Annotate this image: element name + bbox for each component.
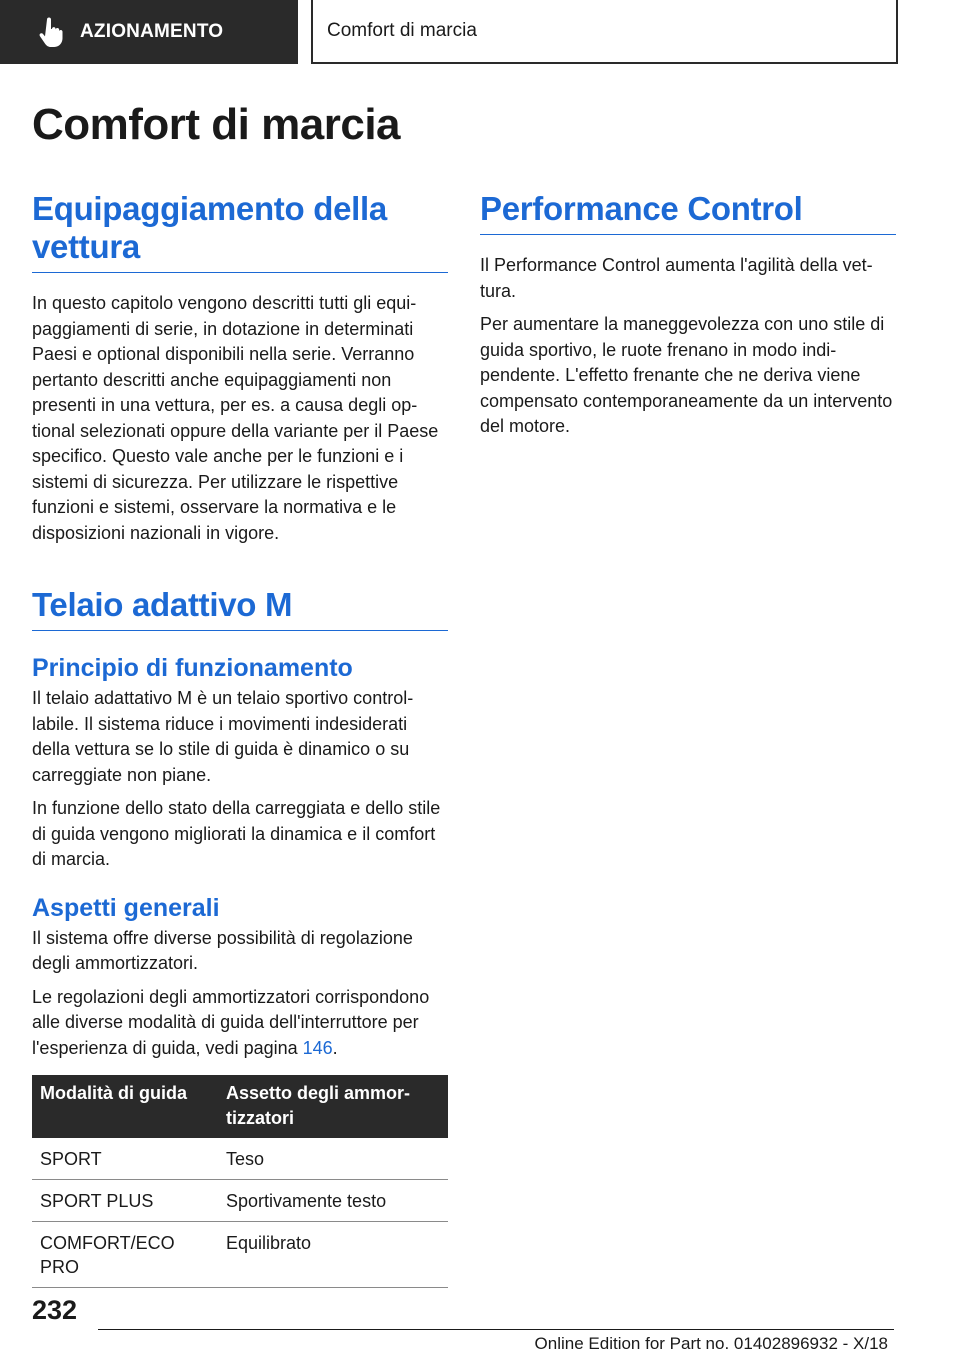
left-column — [32, 190, 448, 1288]
table-cell: Equilibrato — [218, 1222, 448, 1288]
general-aspects-text-2-main: Le regolazioni degli ammortizzatori corrispondono alle diverse modalità di guida dell'interruttore per l'esperienza di guida, vedi pagina — [32, 986, 430, 1058]
table-cell: Sportivamente testo — [218, 1180, 448, 1222]
chapter-label: Comfort di marcia — [327, 20, 477, 41]
general-aspects-heading: Aspetti generali — [32, 893, 220, 922]
table-header-row — [32, 1075, 448, 1138]
operating-principle-text-2: In funzione dello stato della carreggiata e dello stile di guida vengono migliorati la dinamica e il comfort di marcia. — [32, 798, 441, 869]
table-cell: Teso — [218, 1138, 448, 1180]
edition-note: Online Edition for Part no. 01402896932 - X/18 — [534, 1334, 888, 1353]
table-cell: COMFORT/ECO PRO — [32, 1222, 218, 1288]
hand-pointer-icon — [38, 17, 64, 47]
table-row — [32, 1222, 448, 1288]
operating-principle-heading: Principio di funzionamento — [32, 654, 353, 682]
general-aspects-text-2 — [32, 985, 448, 1062]
footer-divider — [98, 1329, 894, 1330]
performance-control-heading: Performance Control — [480, 190, 896, 235]
page-title: Comfort di marcia — [32, 100, 401, 149]
performance-control-text-1: Il Performance Control aumenta l'agilità della vettura. — [480, 255, 873, 301]
general-aspects-text-2-end: . — [332, 1037, 338, 1058]
right-column — [480, 190, 896, 440]
column-header-driving-mode: Modalità di guida — [32, 1075, 218, 1138]
page-reference-link[interactable]: 146 — [302, 1037, 333, 1058]
general-aspects-text-1: Il sistema offre diverse possibilità di regolazione degli ammortizzatori. — [32, 927, 413, 973]
page-number: 232 — [32, 1295, 78, 1325]
adaptive-suspension-heading: Telaio adattivo M — [32, 586, 448, 631]
section-label: AZIONAMENTO — [80, 21, 224, 42]
chapter-tab — [311, 0, 898, 64]
table-cell: SPORT PLUS — [32, 1180, 218, 1222]
equipment-heading: Equipaggiamento della vettura — [32, 190, 448, 273]
table-row — [32, 1180, 448, 1222]
performance-control-text-2: Per aumentare la maneggevolezza con uno stile di guida sportivo, le ruote frenano in modo indipendente. L'effetto frenante che ne deriva viene compensato contemporaneamente da un intervento del motore. — [480, 314, 893, 436]
damper-settings-table — [32, 1075, 448, 1288]
operating-principle-text-1: Il telaio adattativo M è un telaio sportivo controllabile. Il sistema riduce i movimenti indesiderati della vettura se lo stile di guida è dinamico o su carreggiate non piane. — [32, 688, 414, 785]
column-header-damper-setting: Assetto degli ammortizzatori — [218, 1075, 448, 1138]
table-row — [32, 1138, 448, 1180]
equipment-text: In questo capitolo vengono descritti tutti gli equipaggiamenti di serie, in dotazione in determinati Paesi e optional disponibili nella serie. Verranno pertanto descritti anche equipaggiamenti non presenti in una vettura, per es. a causa degli optional selezionati oppure della variante per il Paese specifico. Questo vale anche per le funzioni e i sistemi di sicurezza. Per utilizzare le rispettive funzioni e sistemi, osservare la normativa e le disposizioni nazionali in vigore. — [32, 293, 439, 543]
section-tab — [0, 0, 298, 64]
table-cell: SPORT — [32, 1138, 218, 1180]
